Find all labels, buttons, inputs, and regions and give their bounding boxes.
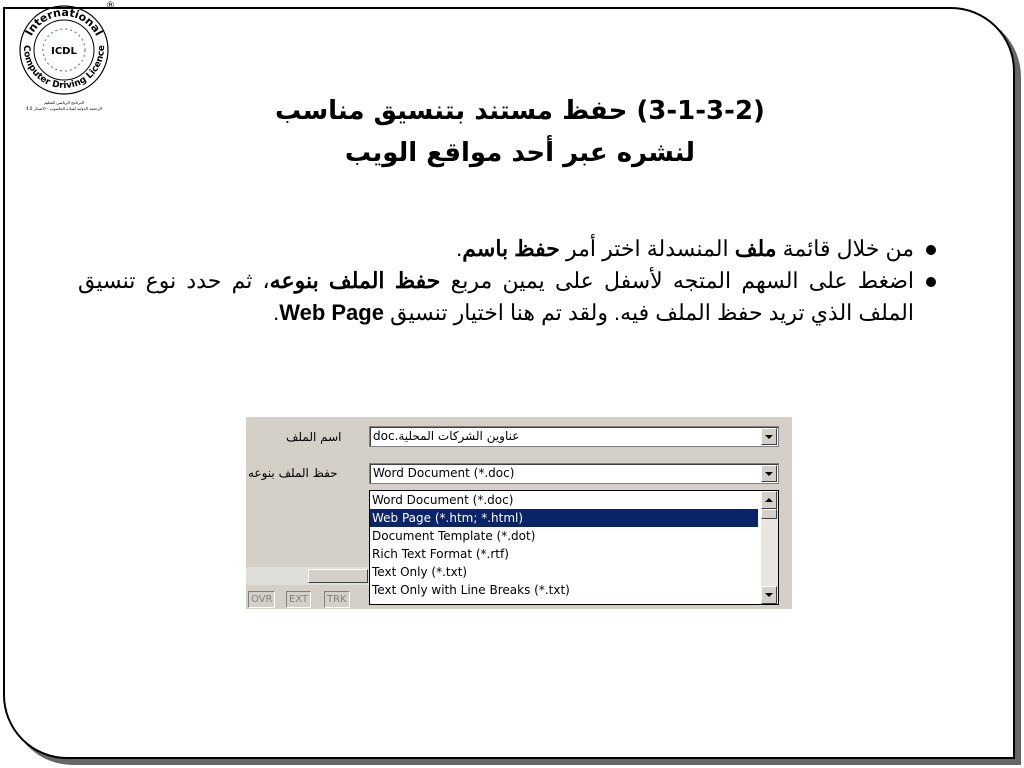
title-line-1: (3-1-3-2) حفظ مستند بتنسيق مناسب bbox=[275, 96, 765, 126]
filetype-combo[interactable] bbox=[369, 463, 779, 484]
filename-combo[interactable] bbox=[369, 426, 779, 447]
filetype-option[interactable]: Web Page (*.htm; *.html) bbox=[370, 509, 758, 527]
filetype-dropdown-list[interactable] bbox=[369, 490, 779, 605]
title-line-2: لنشره عبر أحد مواقع الويب bbox=[344, 138, 696, 168]
logo-sub-line1: البرنامج الرياضي للتعليم bbox=[44, 100, 84, 105]
logo-sub-line2: الرخصة الدولية لقيادة الحاسوب - الاصدار 4.0 bbox=[26, 106, 102, 111]
bullet-item-1 bbox=[78, 233, 936, 265]
filename-value[interactable]: عناوين الشركات المحلية.doc bbox=[373, 429, 520, 443]
bullet-dot-icon bbox=[926, 245, 936, 255]
bullet-1-text-mid: المنسدلة اختر أمر bbox=[559, 236, 735, 261]
bullet-1-end: . bbox=[456, 236, 463, 261]
filetype-option[interactable]: Word Document (*.doc) bbox=[372, 493, 514, 507]
bullet-2-bold-savetype: حفظ الملف بنوعه bbox=[269, 268, 441, 293]
bullet-2-bold-webpage: Web Page bbox=[279, 300, 384, 325]
scroll-thumb[interactable] bbox=[761, 509, 777, 519]
chevron-down-icon bbox=[765, 593, 773, 597]
chevron-up-icon bbox=[765, 498, 773, 502]
bullet-2-text-mid: ، ثم حدد نوع تنسيق الملف الذي تريد حفظ الملف فيه. ولقد تم هنا اختيار تنسيق bbox=[78, 268, 914, 325]
slide-title bbox=[200, 90, 840, 174]
horizontal-scrollbar[interactable] bbox=[246, 567, 369, 585]
svg-text:®: ® bbox=[106, 1, 115, 11]
icdl-emblem-icon bbox=[4, 0, 116, 122]
status-indicator: TRK bbox=[324, 591, 350, 608]
filename-dropdown-button[interactable] bbox=[761, 428, 777, 445]
filename-label: اسم الملف bbox=[286, 430, 342, 444]
logo-ring-bottom: Computer Driving Licence bbox=[20, 45, 108, 92]
save-as-dialog-crop bbox=[246, 417, 792, 609]
icdl-logo bbox=[4, 0, 116, 122]
bullet-list bbox=[78, 233, 936, 329]
logo-ring-top: International bbox=[22, 5, 106, 38]
bullet-1-text: من خلال قائمة bbox=[776, 236, 914, 261]
bullet-2-end: . bbox=[273, 300, 280, 325]
filetype-dropdown-button[interactable] bbox=[761, 465, 777, 482]
bullet-dot-icon bbox=[926, 277, 936, 287]
scroll-down-button[interactable] bbox=[761, 586, 777, 604]
chevron-down-icon bbox=[765, 435, 773, 439]
scroll-up-button[interactable] bbox=[761, 491, 777, 509]
status-bar bbox=[246, 589, 369, 609]
filetype-option[interactable]: Rich Text Format (*.rtf) bbox=[372, 547, 509, 561]
status-indicator: OVR bbox=[248, 591, 275, 608]
filetype-option[interactable]: Document Template (*.dot) bbox=[372, 529, 536, 543]
filetype-value[interactable]: Word Document (*.doc) bbox=[373, 466, 515, 480]
filetype-option[interactable]: Text Only with Line Breaks (*.txt) bbox=[372, 583, 570, 597]
filetype-option[interactable]: Text Only (*.txt) bbox=[372, 565, 468, 579]
bullet-item-2 bbox=[78, 265, 936, 329]
filetype-label: حفظ الملف بنوعه bbox=[248, 466, 338, 480]
bullet-1-bold-saveas: حفظ باسم bbox=[462, 236, 560, 261]
list-scrollbar[interactable] bbox=[761, 491, 778, 604]
svg-text:International bbox=[23, 6, 106, 38]
bullet-2-text: اضغط على السهم المتجه لأسفل على يمين مربع bbox=[440, 268, 915, 293]
status-indicator: EXT bbox=[286, 591, 311, 608]
bullet-1-bold-file: ملف bbox=[734, 236, 777, 261]
chevron-down-icon bbox=[765, 472, 773, 476]
horizontal-scroll-thumb[interactable] bbox=[308, 569, 368, 583]
logo-center-text: ICDL bbox=[51, 46, 77, 57]
